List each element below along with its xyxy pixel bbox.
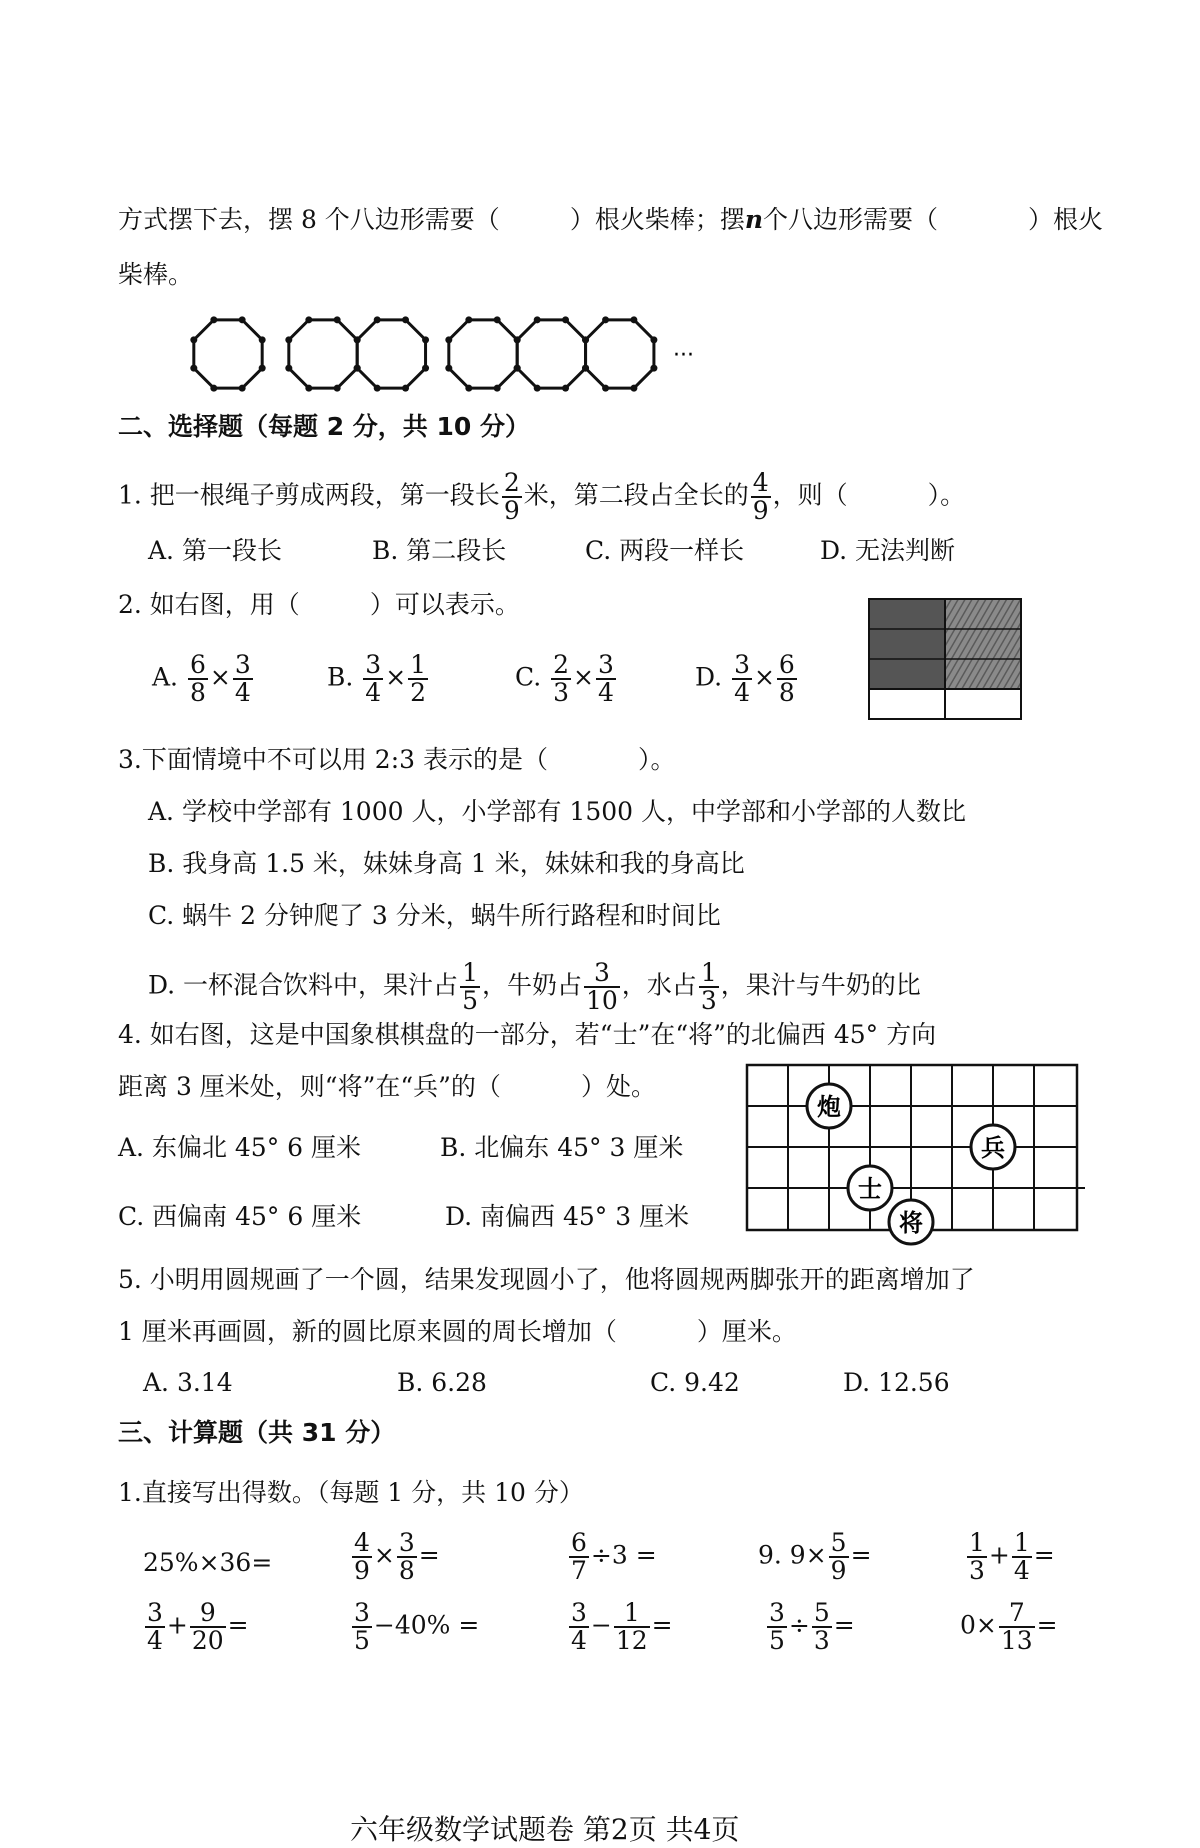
option-label: B. — [327, 662, 354, 692]
chess-piece-bing — [971, 1125, 1015, 1169]
grid-cell-dark — [869, 629, 945, 659]
calc-r2-c4 — [765, 1600, 855, 1654]
matchstick-joint — [354, 336, 361, 343]
fraction — [190, 1600, 226, 1654]
matchstick-joint — [374, 316, 381, 323]
denominator: 4 — [147, 1626, 163, 1655]
numerator: 7 — [999, 1600, 1035, 1628]
fraction — [352, 1600, 372, 1654]
chess-piece-label: 将 — [899, 1209, 923, 1237]
matchstick-joint — [650, 336, 657, 343]
q2-option-d — [695, 652, 799, 706]
fraction — [569, 1600, 589, 1654]
section2-title: 二、选择题（每题 2 分，共 10 分） — [118, 412, 531, 441]
matchstick-joint — [494, 385, 501, 392]
times-sign: × — [209, 662, 231, 692]
section3-title: 三、计算题（共 31 分） — [118, 1418, 396, 1447]
numerator: 2 — [503, 468, 520, 497]
equals-sign: = — [651, 1610, 673, 1640]
matchstick-joint — [445, 336, 452, 343]
operator: + — [988, 1540, 1010, 1570]
equals-sign: = — [418, 1540, 440, 1570]
denominator: 4 — [234, 678, 251, 707]
grid-cell-dark — [869, 659, 945, 689]
q1-fraction-2 — [751, 470, 771, 524]
denominator: 3 — [813, 1626, 830, 1655]
grid-cell-hatched — [945, 599, 1021, 629]
numerator: 3 — [598, 650, 614, 679]
intro-text-a: 方式摆下去，摆 8 个八边形需要（ — [118, 205, 500, 234]
numerator: 1 — [410, 650, 427, 679]
numerator: 1 — [462, 958, 478, 987]
denominator: 9 — [354, 1556, 370, 1585]
numerator: 3 — [584, 960, 620, 988]
chess-piece-jiang — [889, 1200, 933, 1244]
q1-option-d: D. 无法判断 — [820, 536, 956, 565]
q3-option-a: A. 学校中学部有 1000 人，小学部有 1500 人，中学部和小学部的人数比 — [148, 797, 966, 826]
fraction — [584, 960, 620, 1014]
matchstick-joint — [190, 365, 197, 372]
option-label: D. — [695, 662, 723, 692]
expression-rest: −40% = — [373, 1610, 480, 1640]
numerator: 3 — [354, 1598, 370, 1627]
fraction — [767, 1600, 787, 1654]
q2-option-a — [152, 652, 255, 706]
q2-option-c — [515, 652, 618, 706]
matchstick-joint — [630, 385, 637, 392]
equals-sign: = — [1033, 1540, 1055, 1570]
denominator: 9 — [752, 496, 769, 525]
fraction — [408, 652, 428, 706]
grid-cell-dark — [869, 599, 945, 629]
octagon-ellipsis: ··· — [673, 343, 694, 368]
calc-r1-c2 — [350, 1530, 440, 1584]
operator: − — [590, 1610, 612, 1640]
intro-line-1 — [118, 205, 1103, 235]
denominator: 13 — [1000, 1626, 1033, 1655]
q1-option-b: B. 第二段长 — [372, 536, 507, 565]
matchstick-joint — [514, 336, 521, 343]
numerator: 3 — [398, 1528, 415, 1557]
q5-option-c: C. 9.42 — [650, 1368, 740, 1397]
q2-text-b: ）可以表示。 — [369, 590, 520, 619]
fraction — [967, 1530, 987, 1584]
numerator: 3 — [365, 650, 382, 679]
matchstick-joint — [582, 336, 589, 343]
matchstick-joint — [285, 336, 292, 343]
denominator: 9 — [503, 496, 520, 525]
denominator: 2 — [410, 678, 427, 707]
expression-prefix: 0× — [960, 1610, 997, 1640]
matchstick-joint — [602, 385, 609, 392]
matchstick-joint — [630, 316, 637, 323]
q5-text-b: ）厘米。 — [696, 1317, 797, 1346]
matchstick-joint — [354, 365, 361, 372]
matchstick-joint — [602, 316, 609, 323]
denominator: 5 — [769, 1626, 785, 1655]
expression-prefix: 9. 9× — [758, 1540, 827, 1570]
q1-fraction-1 — [502, 470, 522, 524]
page-footer: 六年级数学试题卷 第2页 共4页 — [350, 1813, 740, 1846]
calc-r1-c4 — [758, 1530, 872, 1584]
section3-sub1: 1.直接写出得数。（每题 1 分，共 10 分） — [118, 1478, 584, 1507]
calc-r1-c1: 25%×36= — [143, 1548, 273, 1577]
denominator: 4 — [598, 678, 614, 707]
q4-line-1: 4. 如右图，这是中国象棋棋盘的一部分，若“士”在“将”的北偏西 45° 方向 — [118, 1020, 937, 1049]
calc-r2-c2 — [350, 1600, 479, 1654]
denominator: 4 — [734, 678, 750, 707]
denominator: 3 — [553, 678, 570, 707]
matchstick-joint — [210, 385, 217, 392]
q4-option-a: A. 东偏北 45° 6 厘米 — [118, 1133, 362, 1162]
numerator: 6 — [778, 650, 795, 679]
q1-option-c: C. 两段一样长 — [585, 536, 745, 565]
option-label: C. — [515, 662, 542, 692]
numerator: 3 — [769, 1598, 785, 1627]
q4-text-a: 距离 3 厘米处，则“将”在“兵”的（ — [118, 1072, 501, 1101]
fraction — [397, 1530, 417, 1584]
octagon-shape — [357, 320, 425, 388]
intro-text-d: ）根火 — [1028, 205, 1104, 234]
fraction — [551, 652, 571, 706]
numerator: 3 — [147, 1598, 163, 1627]
chess-piece-pao — [807, 1084, 851, 1128]
numerator: 3 — [234, 650, 251, 679]
operator: + — [166, 1610, 188, 1640]
fraction — [363, 652, 383, 706]
numerator: 9 — [190, 1600, 226, 1628]
fraction — [569, 1530, 589, 1584]
text: ，水占 — [621, 970, 697, 1000]
fraction — [999, 1600, 1035, 1654]
matchstick-joint — [562, 316, 569, 323]
q4-line-2 — [118, 1072, 656, 1102]
matchstick-joint — [210, 316, 217, 323]
matchstick-joint — [239, 385, 246, 392]
matchstick-joint — [402, 316, 409, 323]
q4-option-d: D. 南偏西 45° 3 厘米 — [445, 1202, 690, 1231]
calc-r2-c1 — [143, 1600, 249, 1654]
q1-text-a: 1. 把一根绳子剪成两段，第一段长 — [118, 480, 500, 510]
equals-sign: = — [1036, 1610, 1058, 1640]
q1-option-a: A. 第一段长 — [148, 536, 282, 565]
numerator: 5 — [813, 1598, 830, 1627]
denominator: 5 — [462, 986, 478, 1015]
denominator: 8 — [398, 1556, 415, 1585]
intro-line-2: 柴棒。 — [118, 260, 194, 289]
denominator: 4 — [1013, 1556, 1030, 1585]
intro-text-b: ）根火柴棒；摆 — [569, 205, 745, 234]
fraction — [1012, 1530, 1032, 1584]
text: ，果汁与牛奶的比 — [720, 970, 921, 1000]
fraction — [829, 1530, 849, 1584]
numerator: 6 — [571, 1528, 587, 1557]
denominator: 12 — [615, 1626, 648, 1655]
denominator: 4 — [571, 1626, 587, 1655]
q5-line-1: 5. 小明用圆规画了一个圆，结果发现圆小了，他将圆规两脚张开的距离增加了 — [118, 1265, 975, 1294]
matchstick-joint — [445, 365, 452, 372]
chess-piece-label: 兵 — [981, 1134, 1005, 1162]
option-label: A. — [152, 662, 179, 692]
q2-text-a: 2. 如右图，用（ — [118, 590, 300, 619]
octagon-shape — [289, 320, 357, 388]
matchstick-joint — [285, 365, 292, 372]
denominator: 4 — [365, 678, 382, 707]
equals-sign: = — [227, 1610, 249, 1640]
matchstick-joint — [562, 385, 569, 392]
fraction — [614, 1600, 650, 1654]
denominator: 7 — [571, 1556, 587, 1585]
text: ，牛奶占 — [481, 970, 582, 1000]
fraction — [596, 652, 616, 706]
matchstick-joint — [305, 385, 312, 392]
octagon-shape — [449, 320, 517, 388]
octagon-matchstick-figure — [185, 310, 715, 400]
matchstick-joint — [190, 336, 197, 343]
matchstick-joint — [305, 316, 312, 323]
expression-rest: ÷3 = — [590, 1540, 657, 1570]
times-sign: × — [573, 662, 594, 692]
denominator: 3 — [969, 1556, 985, 1585]
denominator: 8 — [778, 678, 795, 707]
q5-option-a: A. 3.14 — [143, 1368, 233, 1397]
chess-piece-shi — [848, 1166, 892, 1210]
q3-option-d — [148, 960, 921, 1014]
q4-option-c: C. 西偏南 45° 6 厘米 — [118, 1202, 362, 1231]
numerator: 2 — [553, 650, 570, 679]
matchstick-joint — [534, 316, 541, 323]
octagon-shape — [517, 320, 585, 388]
numerator: 5 — [830, 1528, 847, 1557]
fraction — [732, 652, 752, 706]
q5-option-b: B. 6.28 — [397, 1368, 487, 1397]
calc-r2-c5 — [960, 1600, 1058, 1654]
octagon-shape — [586, 320, 654, 388]
numerator: 3 — [571, 1598, 587, 1627]
equals-sign: = — [833, 1610, 855, 1640]
fraction — [777, 652, 797, 706]
fraction — [699, 960, 719, 1014]
fraction — [352, 1530, 372, 1584]
operator: × — [373, 1540, 395, 1570]
q3-stem — [118, 745, 676, 775]
q2-option-b — [327, 652, 430, 706]
q3-option-c: C. 蜗牛 2 分钟爬了 3 分米，蜗牛所行路程和时间比 — [148, 901, 721, 930]
q5-text-a: 1 厘米再画圆，新的圆比原来圆的周长增加（ — [118, 1317, 617, 1346]
grid-cell-hatched — [945, 629, 1021, 659]
matchstick-joint — [582, 365, 589, 372]
operator: ÷ — [788, 1610, 810, 1640]
denominator: 3 — [700, 986, 717, 1015]
denominator: 20 — [191, 1626, 224, 1655]
q1-text-c: ，则（ — [772, 480, 848, 510]
matchstick-joint — [422, 365, 429, 372]
fraction — [812, 1600, 832, 1654]
matchstick-joint — [494, 316, 501, 323]
q2-shaded-grid-figure — [868, 598, 1022, 720]
denominator: 8 — [189, 678, 206, 707]
numerator: 1 — [969, 1528, 985, 1557]
q1-text-b: 米，第二段占全长的 — [523, 480, 749, 510]
q3-text-b: ）。 — [637, 745, 676, 774]
equals-sign: = — [850, 1540, 872, 1570]
numerator: 3 — [734, 650, 750, 679]
matchstick-joint — [239, 316, 246, 323]
times-sign: × — [753, 662, 775, 692]
q1-text-d: ）。 — [927, 480, 966, 510]
matchstick-joint — [465, 385, 472, 392]
calc-r1-c3 — [567, 1530, 657, 1584]
fraction — [145, 1600, 165, 1654]
matchstick-joint — [374, 385, 381, 392]
numerator: 4 — [752, 468, 769, 497]
numerator: 1 — [1013, 1528, 1030, 1557]
grid-cell-hatched — [945, 659, 1021, 689]
matchstick-joint — [534, 385, 541, 392]
q4-option-b: B. 北偏东 45° 3 厘米 — [440, 1133, 684, 1162]
calc-r1-c5 — [965, 1530, 1055, 1584]
chess-board-figure — [740, 1062, 1085, 1247]
q3-text-a: 3.下面情境中不可以用 2:3 表示的是（ — [118, 745, 548, 774]
numerator: 1 — [614, 1600, 650, 1628]
q2-stem — [118, 590, 520, 620]
chess-piece-label: 士 — [858, 1175, 882, 1203]
calc-r2-c3 — [567, 1600, 673, 1654]
numerator: 1 — [700, 958, 717, 987]
numerator: 6 — [189, 650, 206, 679]
denominator: 9 — [830, 1556, 847, 1585]
matchstick-joint — [422, 336, 429, 343]
times-sign: × — [385, 662, 407, 692]
fraction — [188, 652, 208, 706]
matchstick-joint — [259, 336, 266, 343]
q4-text-b: ）处。 — [580, 1072, 656, 1101]
matchstick-joint — [650, 365, 657, 372]
text: D. 一杯混合饮料中，果汁占 — [148, 970, 459, 1000]
denominator: 5 — [354, 1626, 370, 1655]
chess-piece-label: 炮 — [817, 1093, 841, 1121]
denominator: 10 — [585, 986, 618, 1015]
q5-option-d: D. 12.56 — [843, 1368, 950, 1397]
matchstick-joint — [514, 365, 521, 372]
matchstick-joint — [259, 365, 266, 372]
q5-line-2 — [118, 1317, 797, 1347]
intro-text-c: 个八边形需要（ — [763, 205, 939, 234]
octagon-shape — [194, 320, 262, 388]
matchstick-joint — [334, 385, 341, 392]
matchstick-joint — [465, 316, 472, 323]
numerator: 4 — [354, 1528, 370, 1557]
fraction — [233, 652, 253, 706]
matchstick-joint — [334, 316, 341, 323]
variable-n: n — [744, 205, 764, 234]
matchstick-joint — [402, 385, 409, 392]
fraction — [460, 960, 480, 1014]
q1-stem — [118, 470, 965, 524]
q3-option-b: B. 我身高 1.5 米，妹妹身高 1 米，妹妹和我的身高比 — [148, 849, 745, 878]
